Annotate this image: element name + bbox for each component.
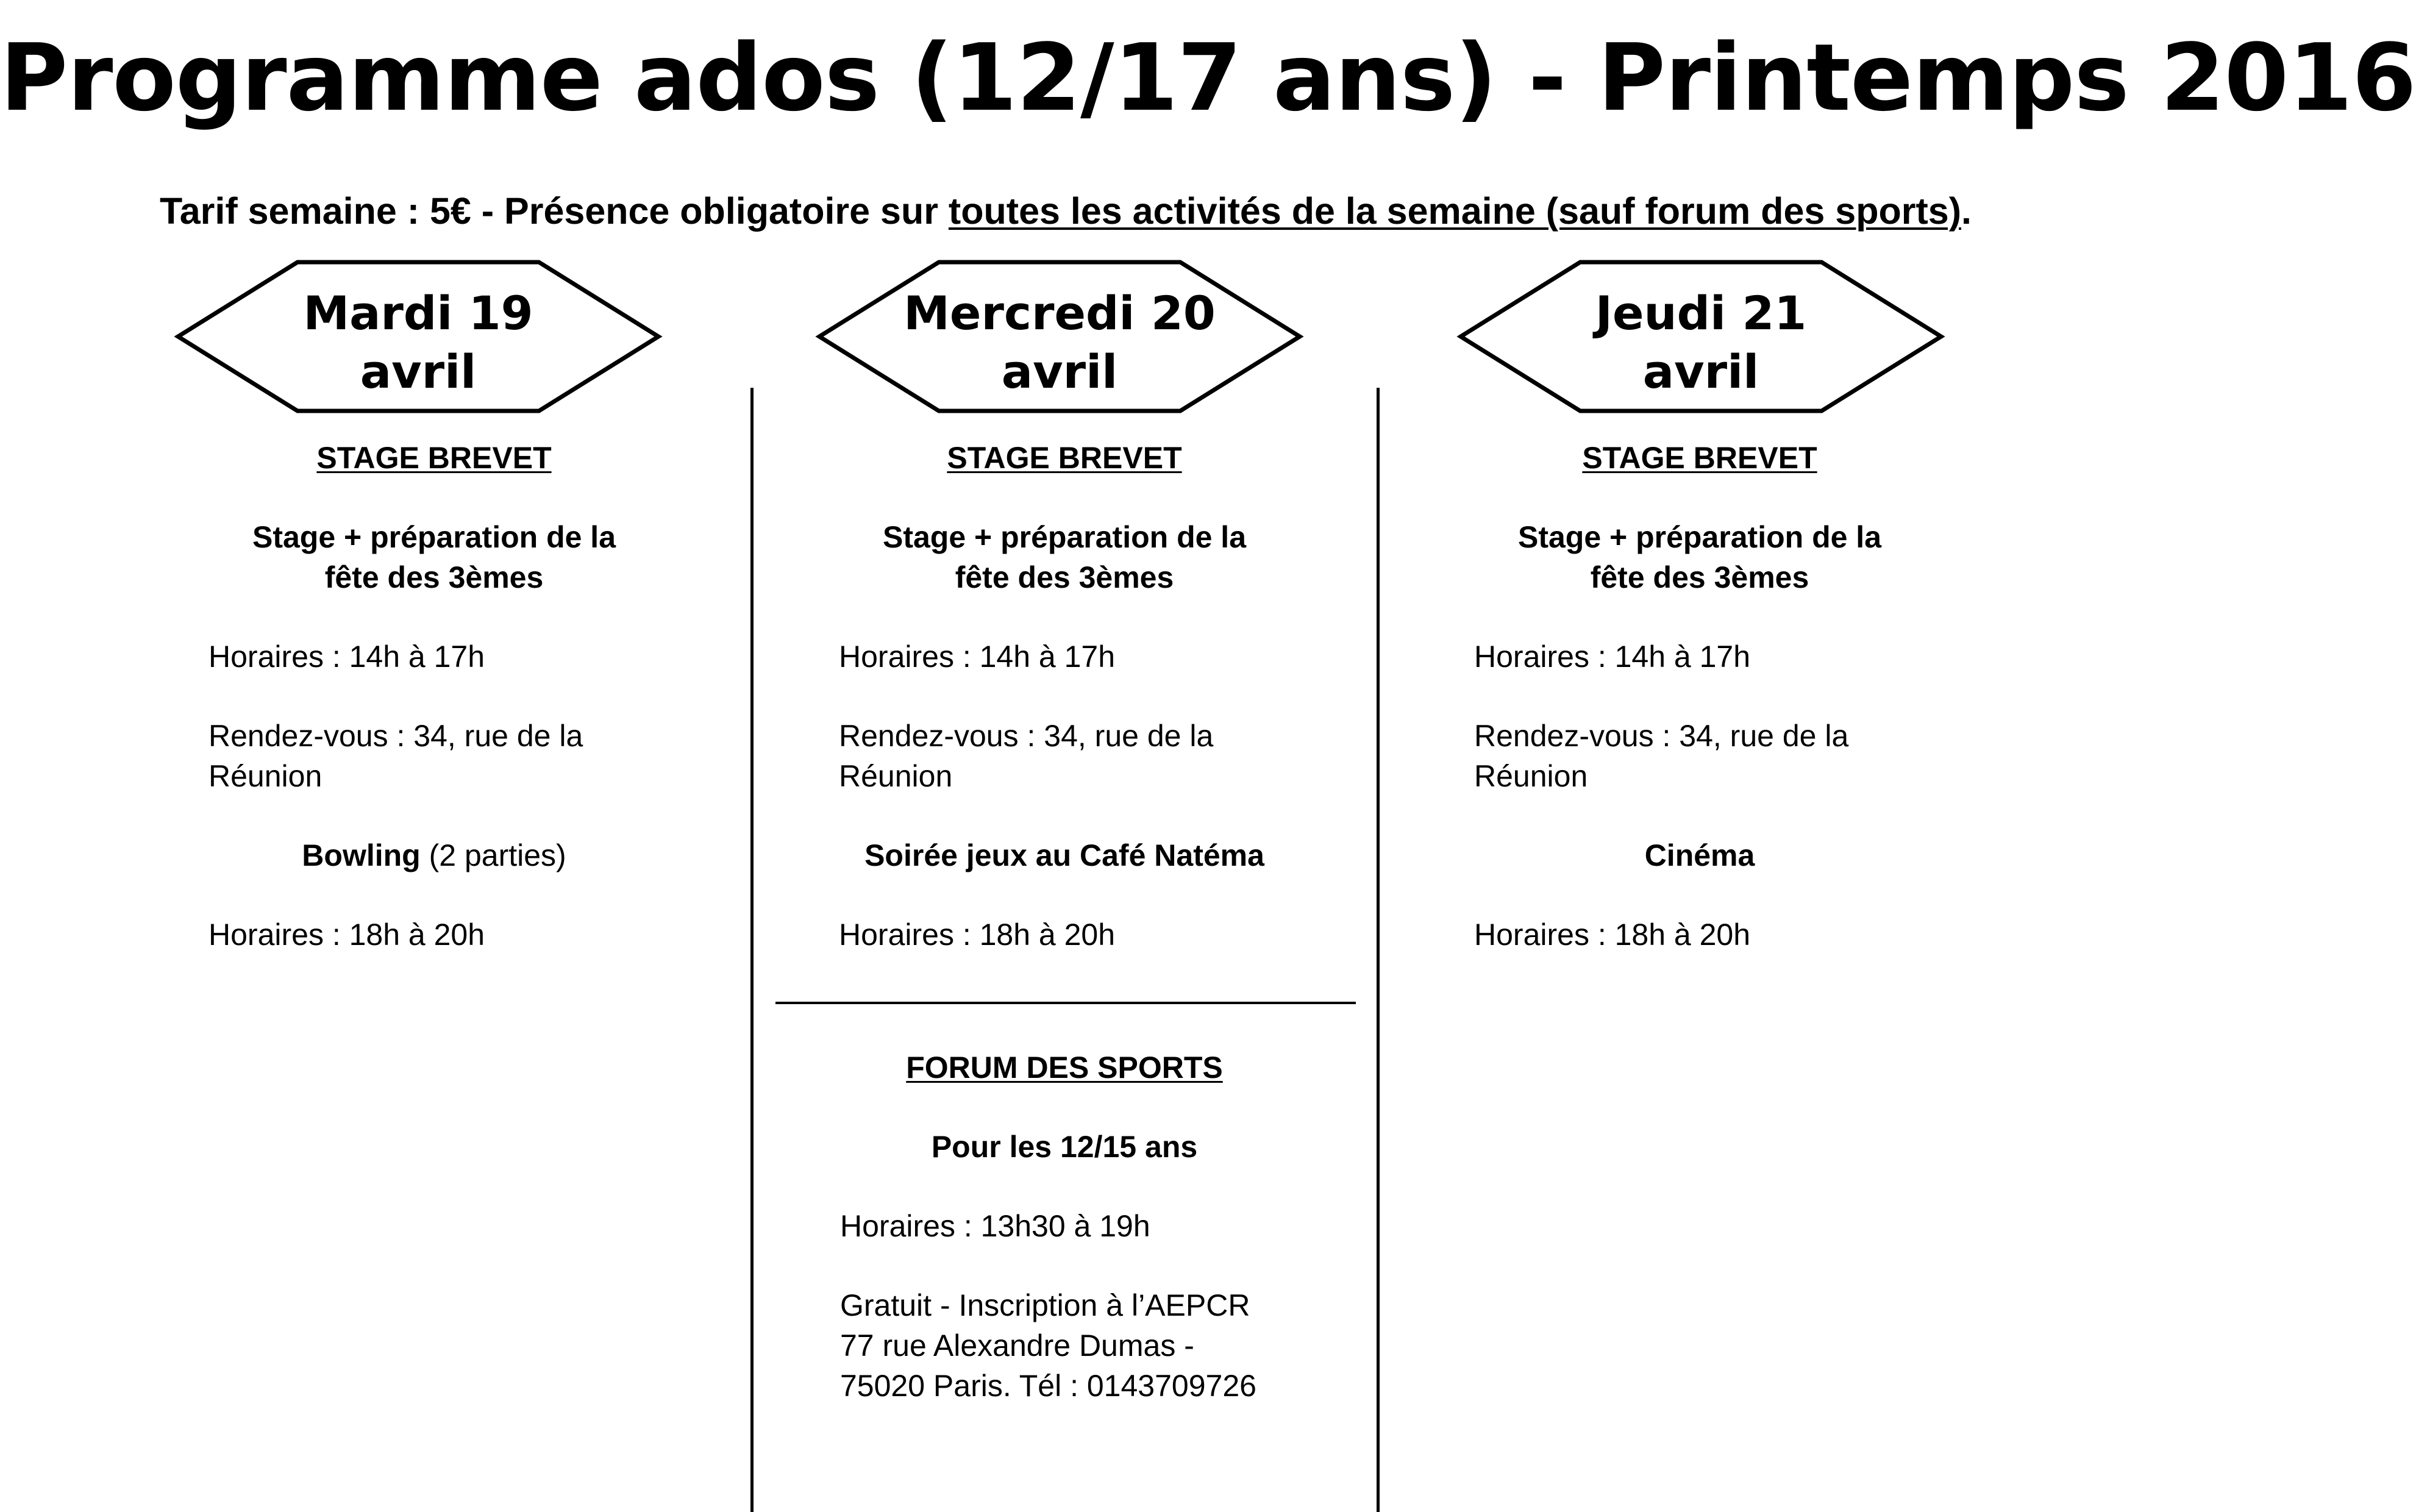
horaires-evening: Horaires : 18h à 20h: [208, 918, 485, 952]
stage-description: Stage + préparation de la fête des 3èmes: [252, 520, 616, 594]
evening-activity: Soirée jeux au Café Natéma: [864, 838, 1264, 872]
section-title: STAGE BREVET: [316, 441, 552, 475]
column-mardi: [160, 438, 708, 994]
forum-title: FORUM DES SPORTS: [906, 1050, 1223, 1085]
evening-activity-detail: (2 parties): [429, 838, 566, 872]
horaires-afternoon: Horaires : 14h à 17h: [208, 640, 485, 674]
column-divider-right: [1377, 388, 1380, 1512]
column-divider-left: [750, 388, 754, 1512]
evening-activity: Cinéma: [1644, 838, 1755, 872]
day-month: avril: [1642, 344, 1759, 399]
horaires-afternoon: Horaires : 14h à 17h: [839, 640, 1116, 674]
forum-inscription: Gratuit - Inscription à l’AEPCR 77 rue Alexandre Dumas - 75020 Paris. Tél : 0143709726: [840, 1288, 1256, 1403]
tarif-end: .: [1961, 190, 1972, 232]
forum-horaires: Horaires : 13h30 à 19h: [840, 1209, 1150, 1243]
rendez-vous: Rendez-vous : 34, rue de la Réunion: [1474, 719, 1849, 793]
day-badge-jeudi: [1457, 260, 1945, 416]
day-label: [816, 284, 1303, 401]
section-title: STAGE BREVET: [1582, 441, 1817, 475]
rendez-vous: Rendez-vous : 34, rue de la Réunion: [208, 719, 583, 793]
day-name: Mercredi 20: [903, 286, 1216, 340]
forum-audience: Pour les 12/15 ans: [931, 1130, 1198, 1164]
section-title: STAGE BREVET: [947, 441, 1182, 475]
tarif-line: [0, 187, 2131, 235]
day-name: Mardi 19: [303, 286, 533, 340]
horaires-afternoon: Horaires : 14h à 17h: [1474, 640, 1751, 674]
forum-section: [790, 1047, 1339, 1445]
page-title: Programme ados (12/17 ans) - Printemps 2016: [0, 24, 2416, 132]
day-badge-mardi: [174, 260, 662, 416]
day-badge-mercredi: [816, 260, 1303, 416]
column-jeudi: [1425, 438, 1974, 994]
day-month: avril: [360, 344, 477, 399]
column-mercredi: [790, 438, 1339, 994]
horaires-evening: Horaires : 18h à 20h: [1474, 918, 1751, 952]
evening-activity-name: Bowling: [302, 838, 421, 872]
rendez-vous: Rendez-vous : 34, rue de la Réunion: [839, 719, 1214, 793]
day-label: [1457, 284, 1945, 401]
day-label: [174, 284, 662, 401]
tarif-text: Tarif semaine : 5€ - Présence obligatoire sur: [160, 190, 949, 232]
tarif-underlined-text: toutes les activités de la semaine (sauf forum des sports): [948, 190, 1962, 232]
day-name: Jeudi 21: [1595, 286, 1807, 340]
horaires-evening: Horaires : 18h à 20h: [839, 918, 1116, 952]
evening-activity: [160, 835, 708, 875]
day-month: avril: [1001, 344, 1118, 399]
stage-description: Stage + préparation de la fête des 3èmes: [1517, 520, 1882, 594]
forum-divider: [775, 1002, 1356, 1004]
stage-description: Stage + préparation de la fête des 3èmes: [882, 520, 1247, 594]
